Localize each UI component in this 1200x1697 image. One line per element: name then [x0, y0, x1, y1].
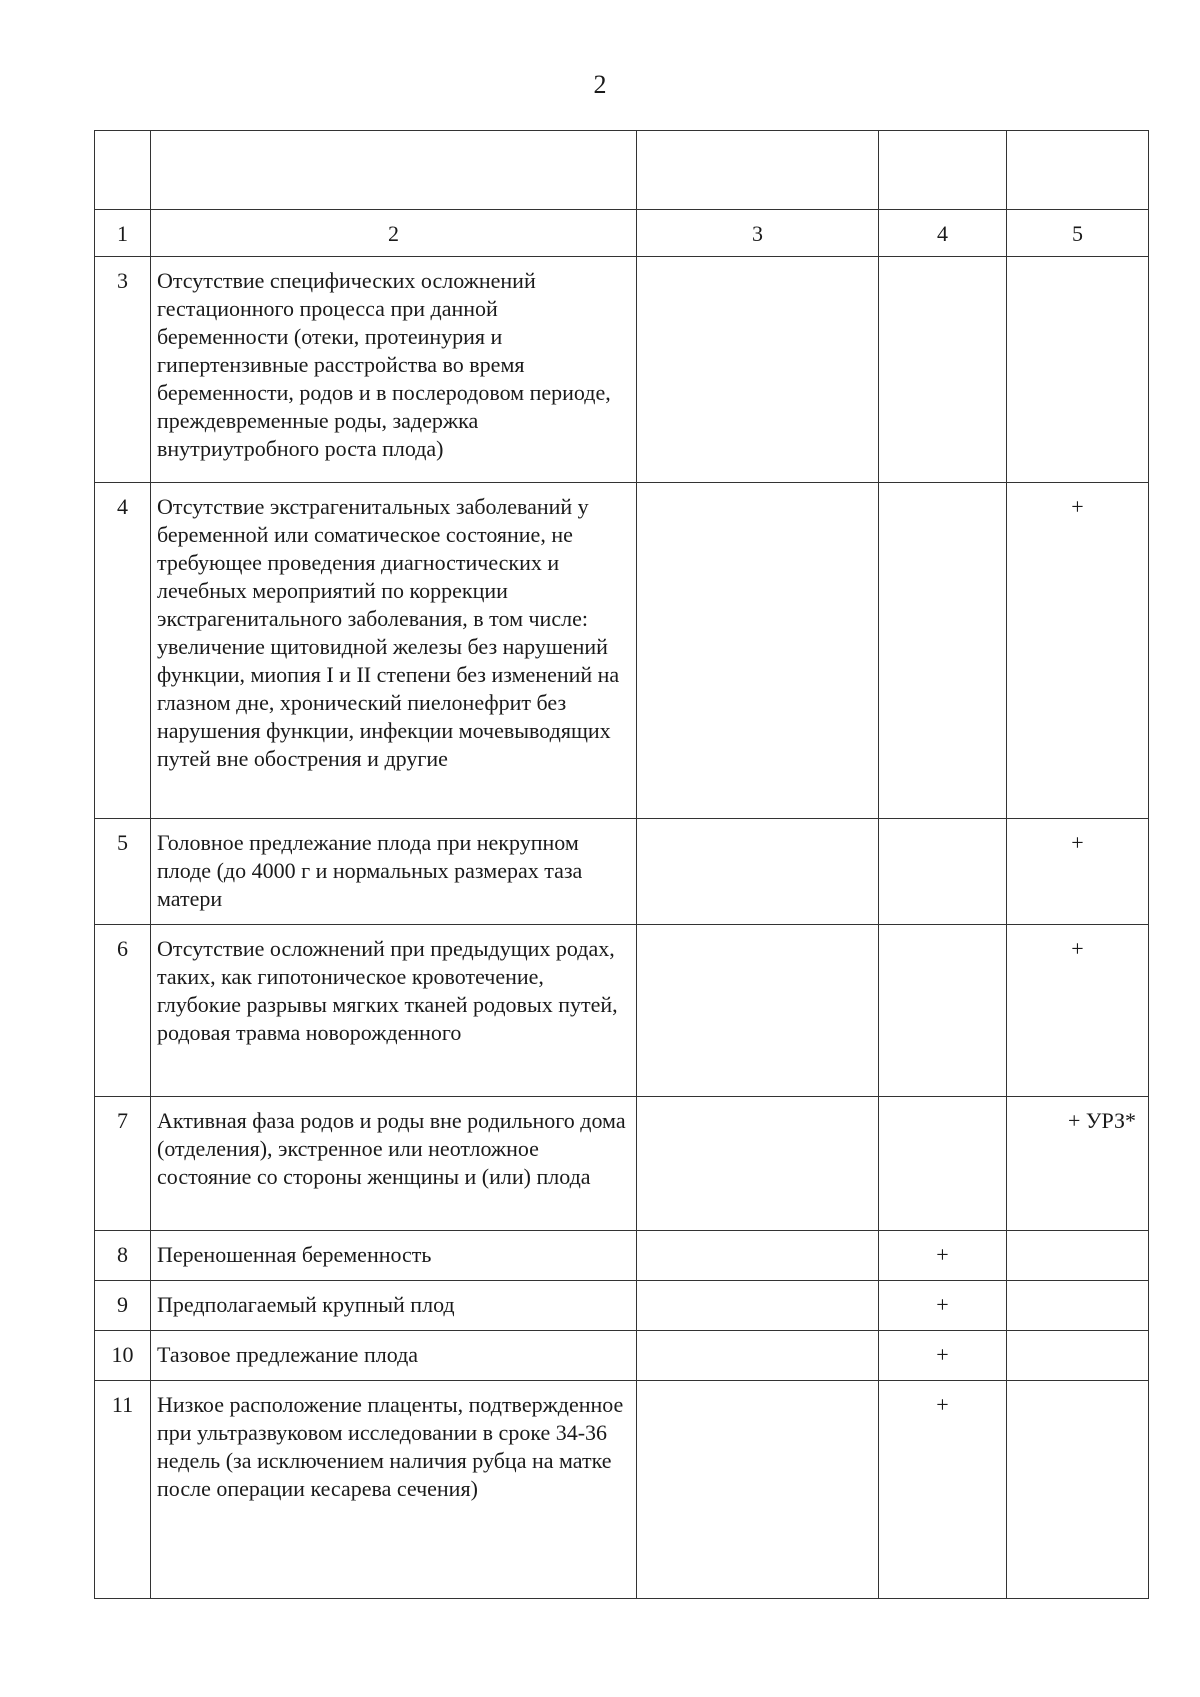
table-row: [95, 257, 1149, 483]
table-row: [95, 1381, 1149, 1599]
column-number: 2: [151, 210, 637, 257]
column-number: 4: [879, 210, 1007, 257]
row-text: Отсутствие экстрагенитальных заболеваний у беременной или соматическое состояние, не требующее проведения диагностических и лечебных мероприятий по коррекции экстрагенитального заболевания, в том числе: увеличение щитовидной железы без нарушений функции, миопия I и II степени без изменений на глазном дне, хронический пиелонефрит без нарушения функции, инфекции мочевыводящих путей вне обострения и другие: [151, 483, 637, 819]
column-number: 5: [1007, 210, 1149, 257]
row-col5: +: [1007, 819, 1149, 925]
row-col3: [637, 483, 879, 819]
table-row: [95, 1281, 1149, 1331]
column-number: 1: [95, 210, 151, 257]
row-number: 11: [95, 1381, 151, 1599]
row-col3: [637, 1097, 879, 1231]
row-text: Отсутствие специфических осложнений гестационного процесса при данной беременности (отеки, протеинурия и гипертензивные расстройства во время беременности, родов и в послеродовом периоде, преждевременные роды, задержка внутриутробного роста плода): [151, 257, 637, 483]
row-text: Переношенная беременность: [151, 1231, 637, 1281]
header-cell: [1007, 131, 1149, 210]
row-number: 10: [95, 1331, 151, 1381]
table-row: [95, 483, 1149, 819]
row-col4: +: [879, 1281, 1007, 1331]
row-text: Предполагаемый крупный плод: [151, 1281, 637, 1331]
row-number: 8: [95, 1231, 151, 1281]
table-row: [95, 1097, 1149, 1231]
row-number: 6: [95, 925, 151, 1097]
row-text: Отсутствие осложнений при предыдущих родах, таких, как гипотоническое кровотечение, глубокие разрывы мягких тканей родовых путей, родовая травма новорожденного: [151, 925, 637, 1097]
header-cell: [151, 131, 637, 210]
row-col5: [1007, 1231, 1149, 1281]
row-col4: [879, 483, 1007, 819]
row-text: Головное предлежание плода при некрупном плоде (до 4000 г и нормальных размерах таза матери: [151, 819, 637, 925]
row-col4: [879, 1097, 1007, 1231]
row-col4: [879, 925, 1007, 1097]
column-number-row: [95, 210, 1149, 257]
row-col3: [637, 1281, 879, 1331]
row-col4: +: [879, 1381, 1007, 1599]
page-number: 2: [593, 70, 607, 99]
row-number: 3: [95, 257, 151, 483]
header-cell: [95, 131, 151, 210]
row-col5: +: [1007, 925, 1149, 1097]
table-row: [95, 1231, 1149, 1281]
row-col3: [637, 925, 879, 1097]
row-number: 7: [95, 1097, 151, 1231]
row-col4: [879, 819, 1007, 925]
header-cell: [879, 131, 1007, 210]
row-number: 5: [95, 819, 151, 925]
row-text: Активная фаза родов и роды вне родильного дома (отделения), экстренное или неотложное состояние со стороны женщины и (или) плода: [151, 1097, 637, 1231]
criteria-table: [94, 130, 1149, 1599]
table-row: [95, 819, 1149, 925]
row-text: Тазовое предлежание плода: [151, 1331, 637, 1381]
row-col5: [1007, 1381, 1149, 1599]
row-col3: [637, 1231, 879, 1281]
row-number: 9: [95, 1281, 151, 1331]
row-number: 4: [95, 483, 151, 819]
row-text: Низкое расположение плаценты, подтвержденное при ультразвуковом исследовании в сроке 34-36 недель (за исключением наличия рубца на матке после операции кесарева сечения): [151, 1381, 637, 1599]
table-header-row: [95, 131, 1149, 210]
row-col5: [1007, 1331, 1149, 1381]
row-col4: +: [879, 1231, 1007, 1281]
row-col5: [1007, 1281, 1149, 1331]
table-row: [95, 1331, 1149, 1381]
row-col4: [879, 257, 1007, 483]
row-col3: [637, 257, 879, 483]
row-col5: [1007, 257, 1149, 483]
row-col3: [637, 1331, 879, 1381]
header-cell: [637, 131, 879, 210]
row-col3: [637, 819, 879, 925]
row-col4: +: [879, 1331, 1007, 1381]
row-col3: [637, 1381, 879, 1599]
column-number: 3: [637, 210, 879, 257]
row-col5: +: [1007, 483, 1149, 819]
row-col5: + УРЗ*: [1007, 1097, 1149, 1231]
table-row: [95, 925, 1149, 1097]
